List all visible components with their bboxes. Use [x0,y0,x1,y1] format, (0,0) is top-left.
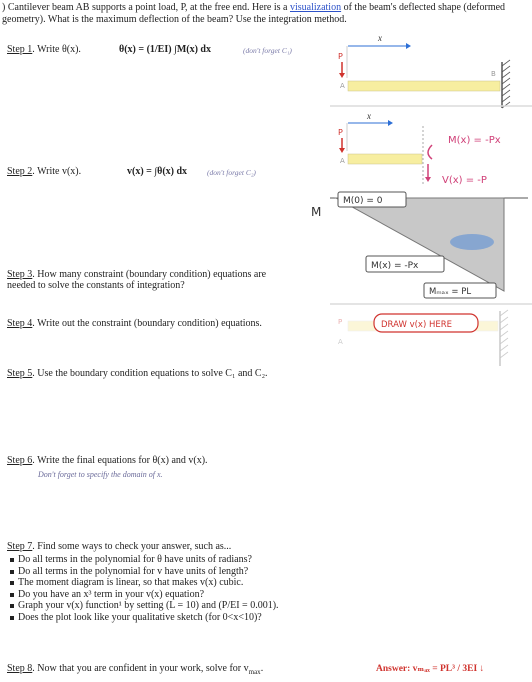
load-label-faded: P [338,318,343,326]
mmax-label: Mₘₐₓ = PL [429,287,472,297]
step-4 [7,318,262,331]
visualization-link[interactable]: visualization [289,2,342,13]
moment-arc [428,145,432,159]
step-8-text: . Now that you are confident in your work, solve for v [32,663,249,674]
step-1-label: Step 1 [7,44,33,55]
x-label-2: x [367,111,371,121]
support-hatching [502,60,510,108]
step-5-label: Step 5 [7,368,33,379]
step-4-text: . Write out the constraint (boundary condition) equations. [32,318,262,329]
step-2-note: (don't forget C₂) [207,168,256,177]
step-3-line2: needed to solve the constants of integration? [7,280,185,291]
step-3-label: Step 3 [7,269,33,280]
step-8-end: . [260,663,264,674]
draw-here-label: DRAW v(x) HERE [381,320,452,330]
beam-body [348,81,500,91]
shear-arrow-head [425,177,431,182]
check-item: Do all terms in the polynomial for v have units of length? [9,566,279,578]
step-1 [7,44,81,57]
step-6-text: . Write the final equations for θ(x) and v(x). [32,455,208,466]
step-6-label: Step 6 [7,455,33,466]
check-item-continuation: Do you have an x³ term in your v(x) equation? [9,589,279,601]
beam-segment [348,154,422,164]
intro-text-rest: of the beam's deflected shape (deformed geometry). What is the maximum deflection of the beam? Use the integration method. [2,2,506,25]
moment-sweep-icon [450,234,494,250]
step-8 [7,663,263,677]
step-3-line1: . How many constraint (boundary condition) equations are [32,269,267,280]
load-arrow-head [339,73,345,78]
point-b-label: B [491,70,496,78]
step-7-text: . Find some ways to check your answer, such as... [32,541,232,552]
check-item: The moment diagram is linear, so that makes v(x) cubic. [9,577,279,589]
step-1-formula: θ(x) = (1/EI) ∫M(x) dx [119,44,211,55]
step-8-label: Step 8 [7,663,33,674]
step-7 [7,541,231,554]
x-arrow-head-2 [388,120,393,126]
moment-diagram [311,192,528,298]
point-a-label-faded: A [338,338,343,346]
m0-label: M(0) = 0 [343,196,383,206]
check-item: Graph your v(x) function¹ by setting (L = 10) and (P/EI = 0.001). [9,600,279,612]
step-4-label: Step 4 [7,318,33,329]
step-2-label: Step 2 [7,166,33,177]
step-2-formula: v(x) = ∫θ(x) dx [127,166,188,177]
step-5 [7,368,268,381]
step-7-label: Step 7 [7,541,33,552]
answer: Answer: vₘₐₓ = PL³ / 3EI ↓ [376,664,485,674]
check-list [9,554,279,623]
mx-label: M(x) = -Px [371,261,419,271]
load-arrow-head-2 [339,148,345,153]
check-item-continuation: Does the plot look like your qualitative sketch (for 0<x<10)? [9,612,279,624]
shear-equation: V(x) = -P [442,175,487,186]
load-label-2: P [338,128,343,137]
x-label: x [378,33,382,43]
support-hatching-faded [500,310,508,358]
point-a-label: A [340,82,345,90]
problem-statement [2,2,528,26]
beam-panel-1 [338,33,510,108]
moment-axis-label: M [311,205,322,219]
intro-text: ) Cantilever beam AB supports a point load, P, at the free end. Here is a [2,2,290,13]
beam-panel-2 [338,111,501,186]
step-2 [7,166,81,179]
step-8-sub: max [248,668,261,676]
beam-diagram [310,26,532,371]
moment-equation: M(x) = -Px [448,135,501,146]
load-label: P [338,52,343,61]
step-1-note: (don't forget C₁) [243,46,292,55]
x-arrow-head [406,43,411,49]
point-a-label-2: A [340,157,345,165]
draw-panel [338,310,508,366]
step-6 [7,455,208,468]
step-1-text: . Write θ(x). [32,44,81,55]
check-item: Do all terms in the polynomial for θ have units of radians? [9,554,279,566]
step-2-text: . Write v(x). [32,166,82,177]
step-3 [7,269,266,291]
step-6-note: Don't forget to specify the domain of x. [38,470,163,479]
step-5-text: . Use the boundary condition equations to solve C₁ and C₂. [32,368,268,379]
